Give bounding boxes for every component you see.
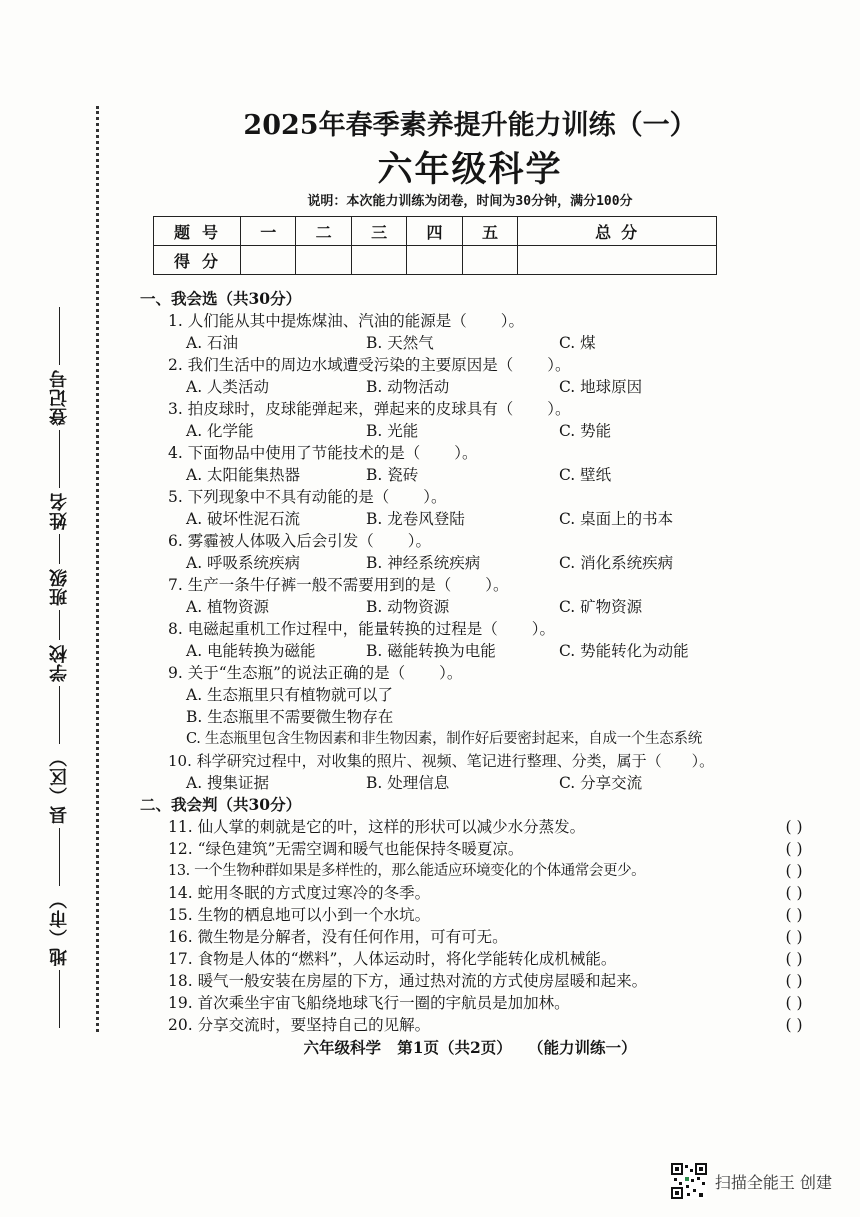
judge-text: 16. 微生物是分解者，没有任何作用，可有可无。 (168, 928, 508, 946)
judge-answer-paren[interactable]: ( ) (785, 928, 803, 946)
exam-subject: 六年级科学 (377, 149, 563, 190)
option: A. 电能转换为磁能 (186, 642, 316, 660)
section-heading: 二、我会判（共30分） (140, 795, 302, 814)
option: A. 植物资源 (186, 598, 270, 616)
option: B. 天然气 (366, 334, 434, 352)
score-cell: 四 (407, 217, 462, 246)
sidebar-label-city: 地（市） (49, 890, 70, 966)
watermark-text: 扫描全能王 创建 (714, 1172, 832, 1192)
blank-line (60, 534, 61, 564)
option: B. 动物活动 (366, 378, 450, 396)
option: A. 化学能 (186, 422, 254, 440)
question-close: ）。 (531, 620, 555, 638)
question (140, 442, 830, 486)
option: A. 人类活动 (186, 378, 270, 396)
judge-item (168, 1014, 818, 1036)
option: C. 势能转化为动能 (559, 642, 689, 660)
option: B. 动物资源 (366, 598, 450, 616)
option: C. 生态瓶里包含生物因素和非生物因素，制作好后要密封起来，自成一个生态系统 (186, 731, 702, 747)
blank-line (60, 686, 61, 744)
blank-line (60, 970, 61, 1028)
question (140, 618, 830, 662)
page-footer: 六年级科学 第1页（共2页） （能力训练一） (303, 1038, 637, 1057)
judge-item (168, 948, 818, 970)
blank-line (60, 828, 61, 886)
question-text: 5. 下列现象中不具有动能的是（ (168, 488, 390, 506)
option: B. 磁能转换为电能 (366, 642, 496, 660)
option: B. 光能 (366, 422, 419, 440)
qr-code-icon (671, 1163, 707, 1199)
option: B. 处理信息 (366, 774, 450, 792)
judge-answer-paren[interactable]: ( ) (785, 884, 803, 902)
option: A. 呼吸系统疾病 (186, 554, 301, 572)
question-text: 9. 关于“生态瓶”的说法正确的是（ (168, 664, 406, 682)
judge-text: 13. 一个生物种群如果是多样性的，那么能适应环境变化的个体通常会更少。 (168, 863, 646, 879)
question-text: 6. 雾霾被人体吸入后会引发（ (168, 532, 374, 550)
judge-item (168, 838, 818, 860)
judge-answer-paren[interactable]: ( ) (785, 862, 803, 880)
judge-item (168, 926, 818, 948)
question-close: ）。 (547, 356, 571, 374)
judge-item (168, 970, 818, 992)
sidebar-label-reg-no: 登记号 (49, 369, 70, 426)
score-input-cell[interactable] (407, 246, 462, 275)
score-input-cell[interactable] (351, 246, 406, 275)
score-table-score-row (154, 246, 717, 275)
score-input-cell[interactable] (518, 246, 717, 275)
option: A. 破坏性泥石流 (186, 510, 301, 528)
question-close: ）。 (691, 752, 715, 770)
judge-text: 15. 生物的栖息地可以小到一个水坑。 (168, 906, 431, 924)
judge-answer-paren[interactable]: ( ) (785, 818, 803, 836)
score-input-cell[interactable] (296, 246, 351, 275)
score-cell: 总分 (518, 217, 717, 246)
judge-text: 17. 食物是人体的“燃料”，人体运动时，将化学能转化成机械能。 (168, 950, 617, 968)
question (140, 662, 830, 750)
question (140, 310, 830, 354)
judge-item (168, 992, 818, 1014)
option: B. 瓷砖 (366, 466, 419, 484)
score-cell: 一 (241, 217, 296, 246)
judge-text: 18. 暖气一般安装在房屋的下方，通过热对流的方式使房屋暖和起来。 (168, 972, 648, 990)
binding-sidebar (40, 108, 80, 1028)
score-table (153, 216, 717, 275)
option: A. 太阳能集热器 (186, 466, 301, 484)
question (140, 486, 830, 530)
question-text: 8. 电磁起重机工作过程中，能量转换的过程是（ (168, 620, 498, 638)
scanner-watermark (671, 1163, 832, 1199)
sidebar-label-school: 学校 (49, 644, 70, 682)
judge-item (168, 816, 818, 838)
exam-content (140, 288, 830, 1036)
question (140, 398, 830, 442)
option: A. 生态瓶里只有植物就可以了 (186, 686, 394, 704)
sidebar-label-county: 县（区） (49, 748, 70, 824)
mcq-list (140, 310, 830, 794)
judge-answer-paren[interactable]: ( ) (785, 950, 803, 968)
judge-list (140, 816, 830, 1036)
question-close: ）。 (439, 664, 463, 682)
option: A. 搜集证据 (186, 774, 270, 792)
option: C. 地球原因 (559, 378, 643, 396)
score-table-header-row (154, 217, 717, 246)
sidebar-label-name: 姓名 (49, 492, 70, 530)
judge-text: 11. 仙人掌的刺就是它的叶，这样的形状可以减少水分蒸发。 (168, 818, 586, 836)
score-cell: 五 (462, 217, 517, 246)
judge-answer-paren[interactable]: ( ) (785, 994, 803, 1012)
exam-title: 2025年春季素养提升能力训练（一） (243, 110, 697, 141)
option: B. 龙卷风登陆 (366, 510, 465, 528)
score-input-cell[interactable] (462, 246, 517, 275)
question (140, 530, 830, 574)
option: C. 桌面上的书本 (559, 510, 674, 528)
section-heading: 一、我会选（共30分） (140, 289, 302, 308)
question (140, 574, 830, 618)
score-cell: 题号 (154, 217, 241, 246)
judge-answer-paren[interactable]: ( ) (785, 1016, 803, 1034)
judge-text: 19. 首次乘坐宇宙飞船绕地球飞行一圈的宇航员是加加林。 (168, 994, 570, 1012)
judge-answer-paren[interactable]: ( ) (785, 972, 803, 990)
question-close: ）。 (454, 444, 478, 462)
score-cell: 三 (351, 217, 406, 246)
question-close: ）。 (485, 576, 509, 594)
option: B. 神经系统疾病 (366, 554, 481, 572)
option: B. 生态瓶里不需要微生物存在 (186, 708, 394, 726)
option: C. 消化系统疾病 (559, 554, 674, 572)
question-text: 10. 科学研究过程中，对收集的照片、视频、笔记进行整理、分类，属于（ (168, 752, 662, 770)
question-close: ）。 (500, 312, 524, 330)
question-text: 4. 下面物品中使用了节能技术的是（ (168, 444, 421, 462)
judge-item (168, 860, 818, 882)
option: C. 煤 (559, 334, 596, 352)
sidebar-label-class: 班级 (49, 568, 70, 606)
score-input-cell[interactable] (241, 246, 296, 275)
exam-note: 说明：本次能力训练为闭卷，时间为30分钟，满分100分 (307, 194, 633, 209)
judge-answer-paren[interactable]: ( ) (785, 906, 803, 924)
blank-line (60, 430, 61, 488)
question-text: 1. 人们能从其中提炼煤油、汽油的能源是（ (168, 312, 467, 330)
score-cell: 得分 (154, 246, 241, 275)
option: C. 矿物资源 (559, 598, 643, 616)
question-close: ）。 (407, 532, 431, 550)
question (140, 354, 830, 398)
judge-item (168, 904, 818, 926)
binding-dotted-line (96, 106, 99, 1032)
judge-text: 20. 分享交流时，要坚持自己的见解。 (168, 1016, 431, 1034)
judge-text: 14. 蛇用冬眠的方式度过寒冷的冬季。 (168, 884, 431, 902)
judge-item (168, 882, 818, 904)
question-close: ）。 (423, 488, 447, 506)
option: C. 壁纸 (559, 466, 612, 484)
question-close: ）。 (547, 400, 571, 418)
blank-line (60, 610, 61, 640)
question-text: 2. 我们生活中的周边水域遭受污染的主要原因是（ (168, 356, 514, 374)
option: A. 石油 (186, 334, 239, 352)
question-text: 7. 生产一条牛仔裤一般不需要用到的是（ (168, 576, 452, 594)
judge-text: 12. “绿色建筑”无需空调和暖气也能保持冬暖夏凉。 (168, 840, 524, 858)
option: C. 分享交流 (559, 774, 643, 792)
question-text: 3. 拍皮球时，皮球能弹起来，弹起来的皮球具有（ (168, 400, 514, 418)
score-cell: 二 (296, 217, 351, 246)
question (140, 750, 830, 794)
judge-answer-paren[interactable]: ( ) (785, 840, 803, 858)
option: C. 势能 (559, 422, 612, 440)
blank-line (60, 307, 61, 365)
